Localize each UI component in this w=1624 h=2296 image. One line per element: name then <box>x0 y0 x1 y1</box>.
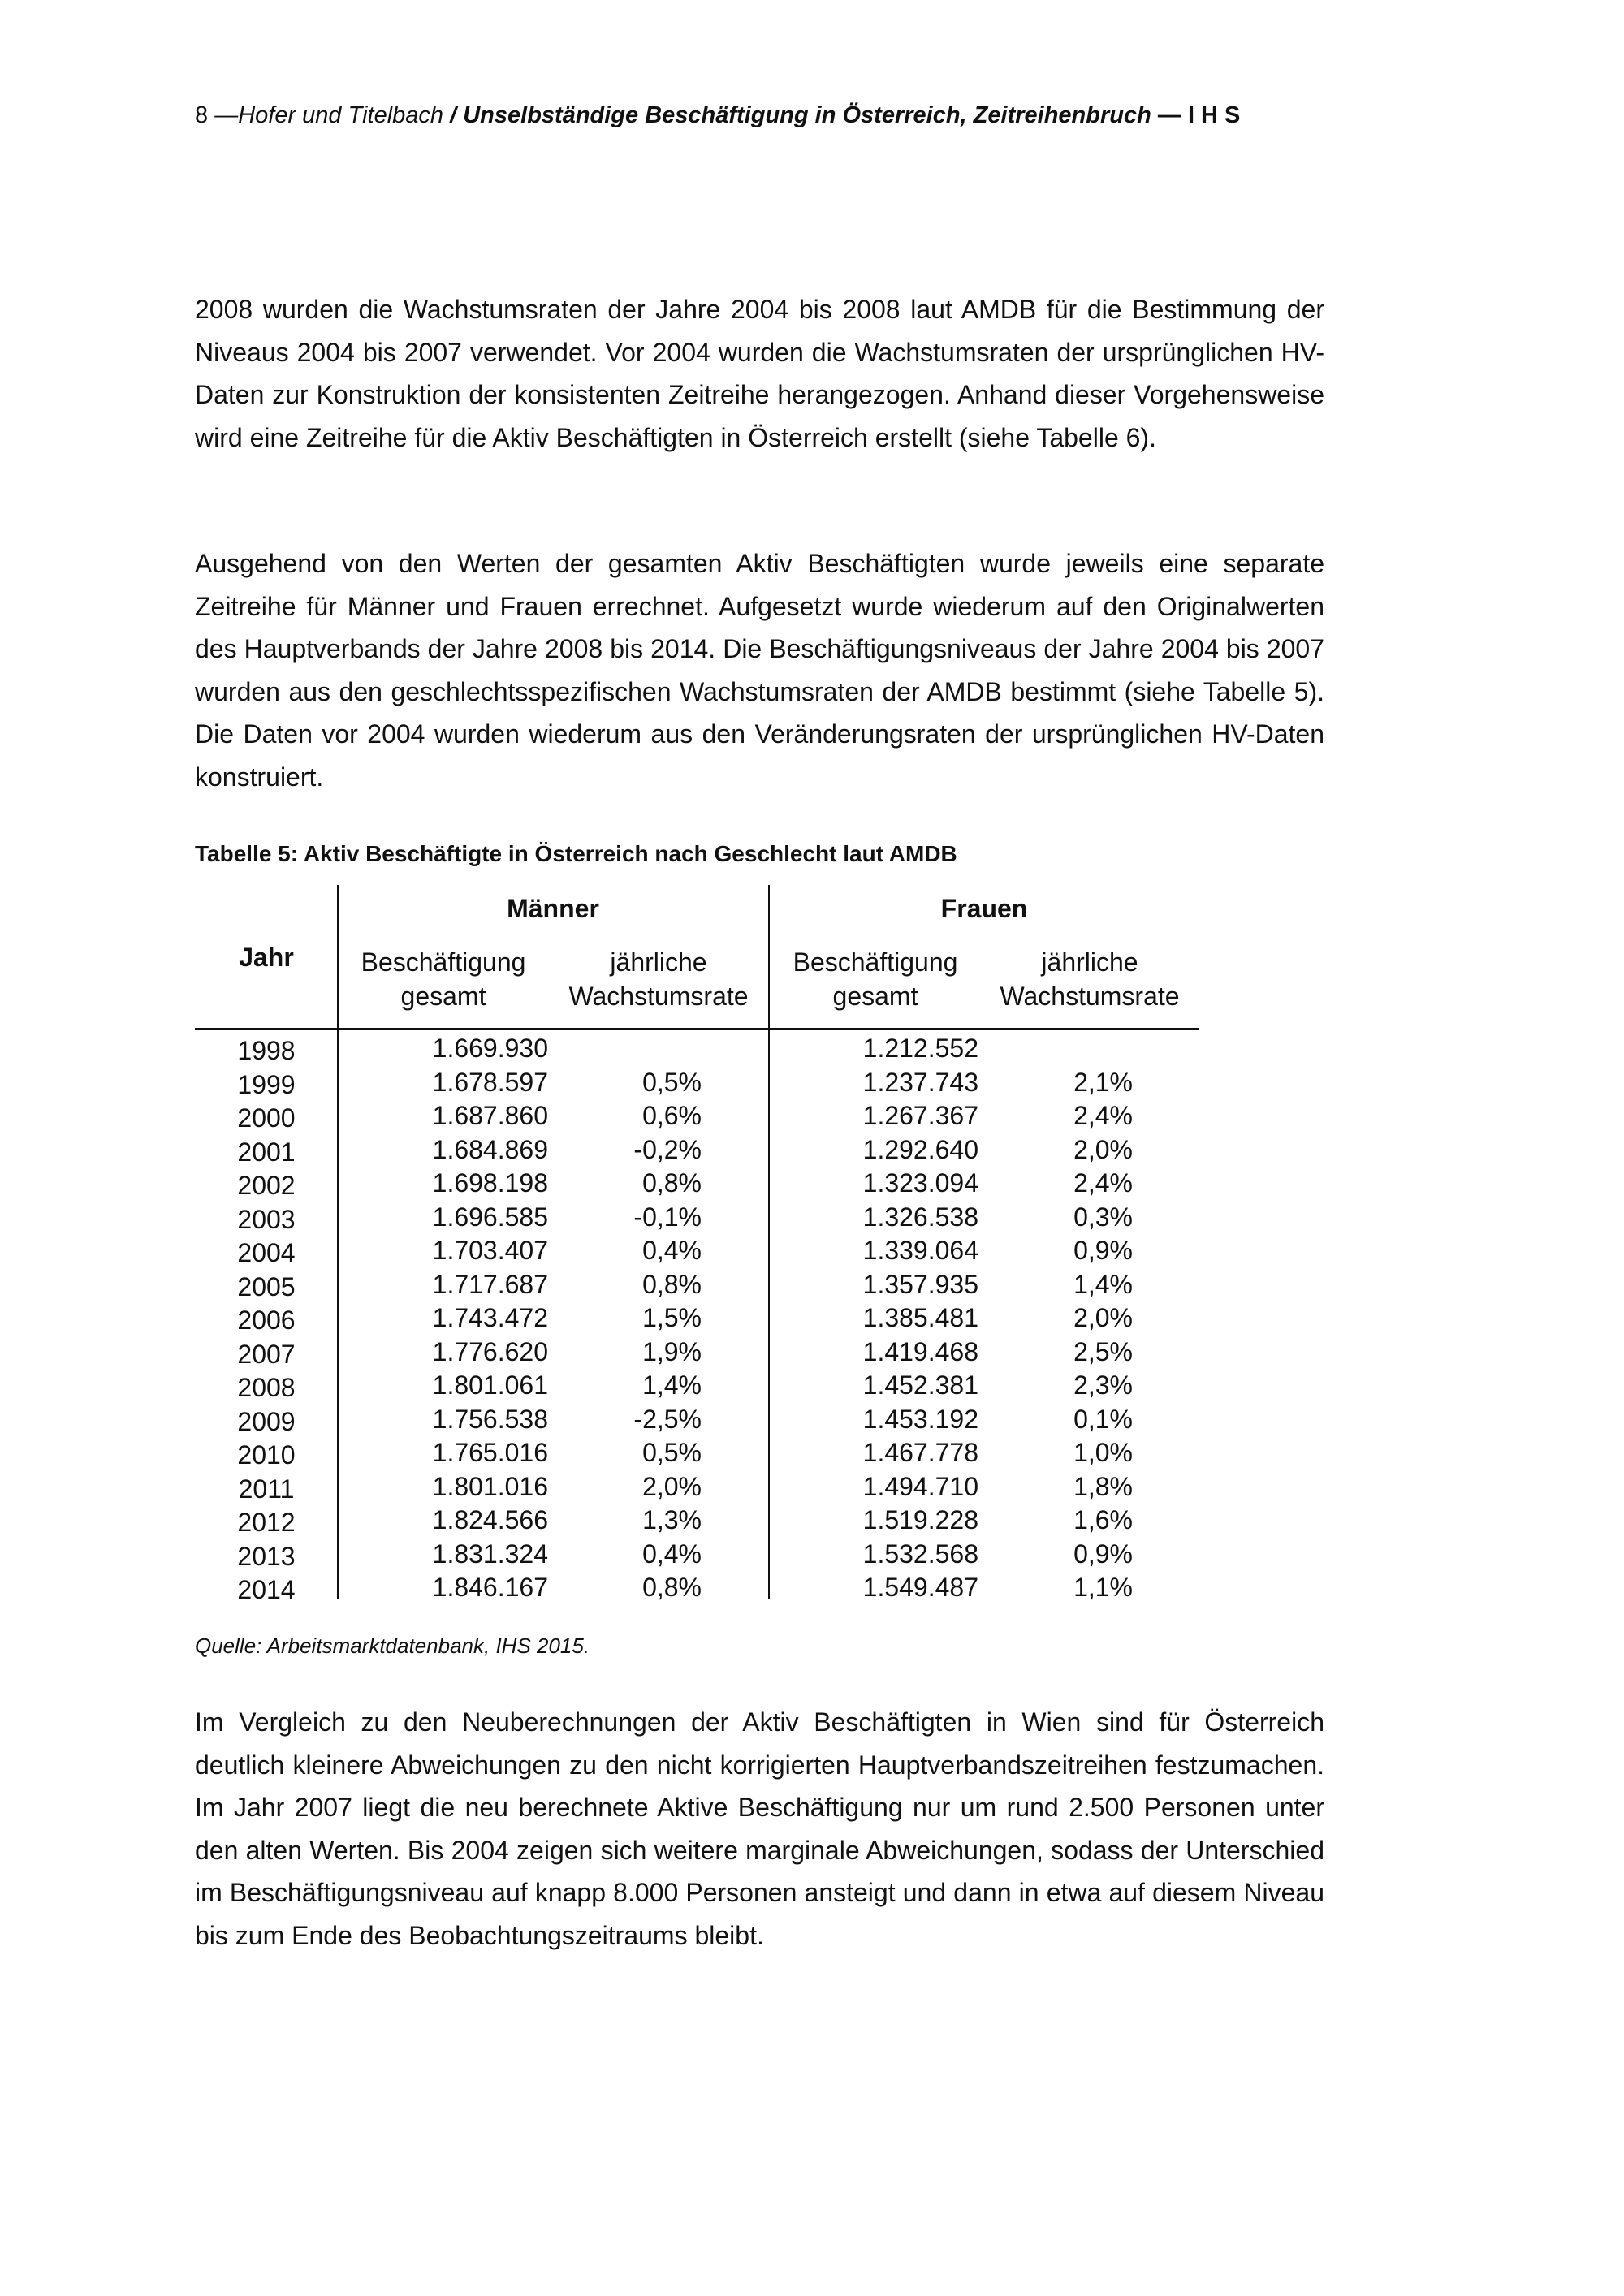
cell-women-rate: 2,3% <box>1073 1370 1133 1400</box>
cell-year: 2000 <box>237 1103 296 1133</box>
cell-women-rate: 0,1% <box>1073 1404 1133 1434</box>
cell-women-rate: 0,9% <box>1073 1539 1133 1569</box>
cell-men-rate: -0,2% <box>633 1134 702 1164</box>
cell-year: 2006 <box>237 1306 296 1335</box>
cell-men-total: 1.717.687 <box>432 1269 548 1299</box>
cell-men-total: 1.696.585 <box>432 1202 548 1232</box>
cell-year: 2013 <box>237 1541 296 1571</box>
cell-women-total: 1.494.710 <box>862 1471 978 1501</box>
cell-women-total: 1.467.778 <box>862 1438 978 1467</box>
cell-men-rate: -2,5% <box>633 1404 702 1434</box>
cell-year: 2011 <box>238 1474 295 1504</box>
cell-women-rate: 1,6% <box>1073 1505 1133 1534</box>
cell-men-total: 1.776.620 <box>432 1336 548 1366</box>
cell-men-rate: 0,8% <box>642 1573 702 1602</box>
cell-year: 2002 <box>237 1171 296 1200</box>
cell-year: 2009 <box>237 1406 296 1436</box>
cell-men-rate: 0,4% <box>642 1236 702 1265</box>
cell-year: 2007 <box>237 1339 296 1369</box>
cell-year: 2005 <box>237 1271 296 1301</box>
cell-men-total: 1.687.860 <box>432 1101 548 1130</box>
cell-men-total: 1.684.869 <box>432 1134 548 1164</box>
cell-men-total: 1.846.167 <box>432 1573 548 1602</box>
cell-women-total: 1.385.481 <box>862 1303 978 1332</box>
cell-year: 2014 <box>237 1575 296 1604</box>
page-number: 8 <box>195 102 209 128</box>
cell-men-total: 1.743.472 <box>432 1303 548 1332</box>
cell-women-rate: 2,0% <box>1073 1134 1133 1164</box>
col-header-women-rate: jährliche Wachstumsrate <box>1000 947 1180 1011</box>
col-header-men-rate: jährliche Wachstumsrate <box>568 947 749 1011</box>
cell-men-total: 1.765.016 <box>432 1438 548 1467</box>
cell-men-rate: 2,0% <box>642 1471 702 1501</box>
cell-women-rate: 0,3% <box>1073 1202 1133 1232</box>
cell-men-rate: 1,3% <box>642 1505 702 1534</box>
cell-men-total: 1.824.566 <box>432 1505 548 1534</box>
cell-men-total: 1.703.407 <box>432 1236 548 1265</box>
cell-women-total: 1.237.743 <box>862 1067 978 1097</box>
cell-men-total: 1.678.597 <box>432 1067 548 1097</box>
cell-year: 2008 <box>237 1373 296 1402</box>
cell-women-total: 1.532.568 <box>862 1539 978 1569</box>
cell-women-rate: 0,9% <box>1073 1236 1133 1265</box>
cell-women-total: 1.339.064 <box>862 1236 978 1265</box>
cell-year: 2010 <box>237 1440 296 1470</box>
cell-women-total: 1.292.640 <box>862 1134 978 1164</box>
cell-men-rate: 1,4% <box>642 1370 702 1400</box>
paragraph-2: Ausgehend von den Werten der gesamten Aktiv Beschäftigten wurde jeweils eine separate Zeitreihe für Männer und Frauen errechnet. Aufgesetzt wurde wiederum auf den Originalwerten des Hauptverbands der Jahre 2008 bis 2014. Die Beschäftigungsniveaus der Jahre 2004 bis 2007 wurden aus den geschlechtsspezifischen Wachstumsraten der AMDB bestimmt (siehe Tabelle 5). Die Daten vor 2004 wurden wiederum aus den Veränderungsraten der ursprünglichen HV-Daten konstruiert. <box>195 549 1324 792</box>
header-rule <box>195 1028 1199 1030</box>
cell-men-total: 1.698.198 <box>432 1168 548 1198</box>
cell-women-rate: 2,0% <box>1073 1303 1133 1332</box>
running-header <box>195 102 1240 129</box>
cell-men-total: 1.801.016 <box>432 1471 548 1501</box>
cell-men-total: 1.756.538 <box>432 1404 548 1434</box>
cell-women-total: 1.357.935 <box>862 1269 978 1299</box>
cell-men-total: 1.801.061 <box>432 1370 548 1400</box>
header-authors: —Hofer und Titelbach <box>214 102 444 128</box>
cell-men-rate: 1,9% <box>642 1336 702 1366</box>
group-header-men: Männer <box>507 894 599 923</box>
cell-women-total: 1.549.487 <box>862 1573 978 1602</box>
cell-women-rate: 1,0% <box>1073 1438 1133 1467</box>
table-source: Quelle: Arbeitsmarktdatenbank, IHS 2015. <box>195 1634 590 1658</box>
cell-women-total: 1.453.192 <box>862 1404 978 1434</box>
cell-year: 1999 <box>237 1069 296 1099</box>
cell-year: 2004 <box>237 1238 296 1267</box>
cell-women-rate: 1,8% <box>1073 1471 1133 1501</box>
cell-women-total: 1.419.468 <box>862 1336 978 1366</box>
cell-women-total: 1.519.228 <box>862 1505 978 1534</box>
cell-year: 2003 <box>237 1204 296 1234</box>
cell-women-total: 1.323.094 <box>862 1168 978 1198</box>
group-header-women: Frauen <box>940 894 1028 923</box>
cell-men-rate: 0,5% <box>642 1438 702 1467</box>
cell-men-total: 1.831.324 <box>432 1539 548 1569</box>
cell-year: 2012 <box>237 1508 296 1537</box>
cell-men-rate: 1,5% <box>642 1303 702 1332</box>
cell-women-total: 1.267.367 <box>862 1101 978 1130</box>
cell-women-total: 1.452.381 <box>862 1370 978 1400</box>
cell-men-rate: 0,4% <box>642 1539 702 1569</box>
cell-women-rate: 2,1% <box>1073 1067 1133 1097</box>
cell-men-rate: -0,1% <box>633 1202 702 1232</box>
header-title: / Unselbständige Beschäftigung in Österreich, Zeitreihenbruch <box>443 102 1151 128</box>
cell-women-rate: 1,1% <box>1073 1573 1133 1602</box>
employment-table <box>195 885 1199 1604</box>
cell-men-rate: 0,8% <box>642 1168 702 1198</box>
cell-men-rate: 0,8% <box>642 1269 702 1299</box>
paragraph-3: Im Vergleich zu den Neuberechnungen der Aktiv Beschäftigten in Wien sind für Österreich deutlich kleinere Abweichungen zu den nicht korrigierten Hauptverbandszeitreihen festzumachen. Im Jahr 2007 liegt die neu berechnete Aktive Beschäftigung nur um rund 2.500 Personen unter den alten Werten. Bis 2004 zeigen sich weitere marginale Abweichungen, sodass der Unterschied im Beschäftigungsniveau auf knapp 8.000 Personen ansteigt und dann in etwa auf diesem Niveau bis zum Ende des Beobachtungszeitraums bleibt. <box>195 1707 1324 1950</box>
cell-women-rate: 2,4% <box>1073 1101 1133 1130</box>
table-caption: Tabelle 5: Aktiv Beschäftigte in Österreich nach Geschlecht laut AMDB <box>195 841 957 866</box>
cell-year: 2001 <box>237 1137 296 1167</box>
col-header-women-total: Beschäftigung gesamt <box>793 947 958 1011</box>
col-header-year: Jahr <box>239 943 294 972</box>
cell-women-total: 1.326.538 <box>862 1202 978 1232</box>
cell-women-rate: 2,5% <box>1073 1336 1133 1366</box>
cell-men-rate: 0,5% <box>642 1067 702 1097</box>
cell-men-rate: 0,6% <box>642 1101 702 1130</box>
cell-women-total: 1.212.552 <box>862 1034 978 1063</box>
cell-men-total: 1.669.930 <box>432 1034 548 1063</box>
cell-year: 1998 <box>237 1036 296 1065</box>
col-header-men-total: Beschäftigung gesamt <box>361 947 526 1011</box>
paragraph-1: 2008 wurden die Wachstumsraten der Jahre 2004 bis 2008 laut AMDB für die Bestimmung der Niveaus 2004 bis 2007 verwendet. Vor 2004 wurden die Wachstumsraten der ursprünglichen HV-Daten zur Konstruktion der konsistenten Zeitreihe herangezogen. Anhand dieser Vorgehensweise wird eine Zeitreihe für die Aktiv Beschäftigten in Österreich erstellt (siehe Tabelle 6). <box>195 295 1324 452</box>
cell-women-rate: 2,4% <box>1073 1168 1133 1198</box>
cell-women-rate: 1,4% <box>1073 1269 1133 1299</box>
header-org: — I H S <box>1151 102 1241 128</box>
